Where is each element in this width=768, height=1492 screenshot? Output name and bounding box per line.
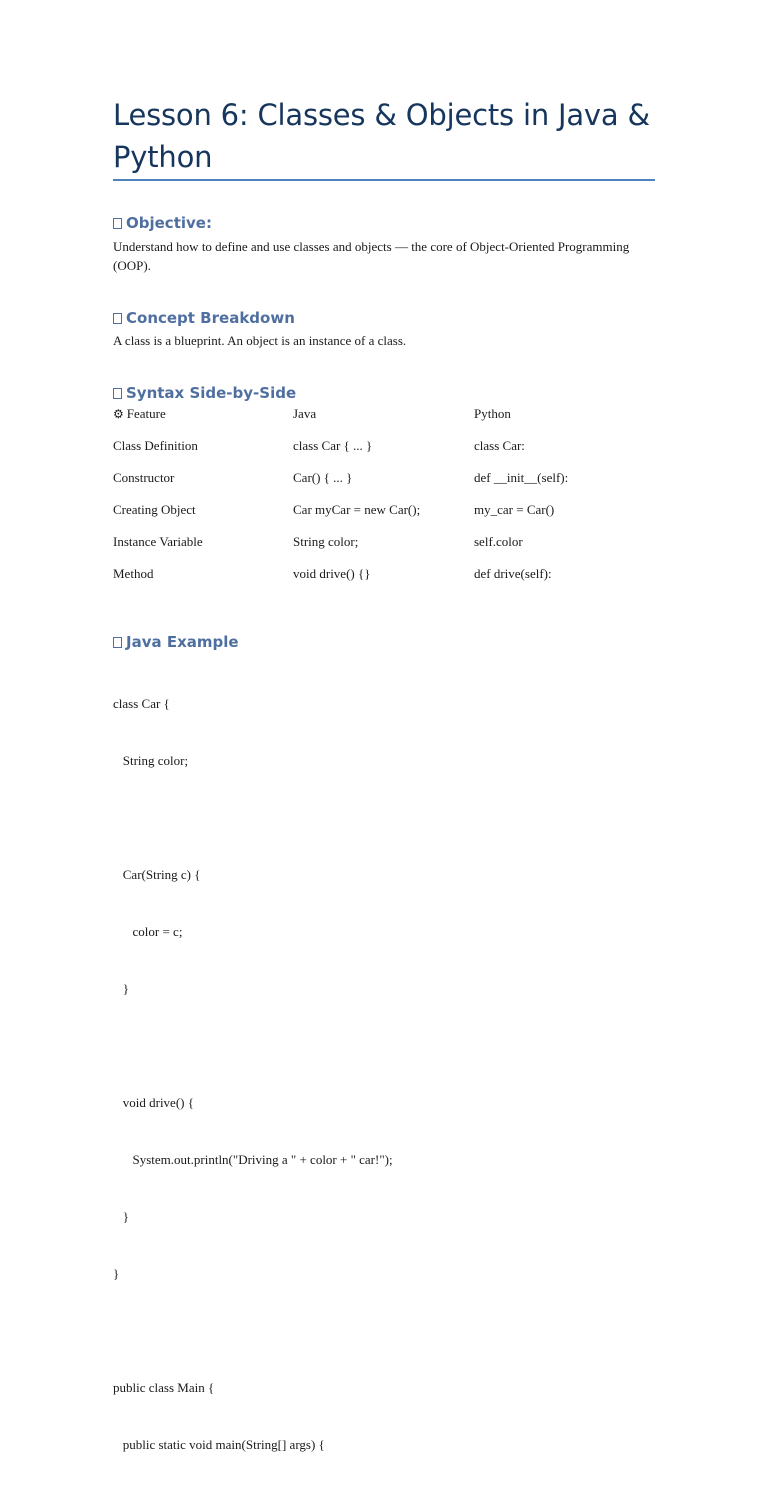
code-line: color = c;	[113, 924, 183, 939]
code-line	[113, 808, 655, 827]
row-java: Car() { ... }	[293, 470, 353, 485]
heading-objective-label: Objective:	[126, 214, 212, 232]
heading-concept-breakdown	[113, 309, 295, 327]
header-feature	[113, 406, 293, 438]
heading-syntax	[113, 384, 296, 402]
header-feature-label: Feature	[126, 406, 166, 421]
code-line: }	[113, 981, 129, 996]
heading-syntax-label: Syntax Side-by-Side	[126, 384, 297, 402]
code-line: public class Main {	[113, 1380, 215, 1395]
java-code-block	[113, 656, 655, 1492]
code-line	[113, 1036, 655, 1055]
row-feature: Method	[113, 566, 154, 581]
code-line: void drive() {	[113, 1095, 194, 1110]
code-line: Car(String c) {	[113, 867, 201, 882]
gear-icon: ⚙	[113, 407, 124, 421]
row-python: self.color	[474, 534, 523, 549]
heading-java-example	[113, 633, 239, 651]
row-java: String color;	[293, 534, 359, 549]
page-title: Lesson 6: Classes & Objects in Java & Python	[113, 98, 650, 174]
table-row	[113, 502, 655, 534]
code-line: public static void main(String[] args) {	[113, 1437, 325, 1452]
row-python: my_car = Car()	[474, 502, 555, 517]
row-python: def drive(self):	[474, 566, 552, 581]
table-row	[113, 566, 655, 598]
missing-glyph-icon	[113, 388, 122, 399]
table-row	[113, 534, 655, 566]
row-feature: Instance Variable	[113, 534, 203, 549]
table-row	[113, 470, 655, 502]
heading-objective	[113, 214, 212, 232]
concept-text: A class is a blueprint. An object is an instance of a class.	[113, 333, 407, 348]
heading-concept-label: Concept Breakdown	[126, 309, 295, 327]
header-python: Python	[474, 406, 511, 421]
row-java: Car myCar = new Car();	[293, 502, 421, 517]
row-feature: Constructor	[113, 470, 175, 485]
code-line: class Car {	[113, 696, 170, 711]
row-java: class Car { ... }	[293, 438, 373, 453]
code-line: }	[113, 1266, 120, 1281]
heading-java-example-label: Java Example	[126, 633, 239, 651]
row-java: void drive() {}	[293, 566, 371, 581]
row-feature: Class Definition	[113, 438, 198, 453]
objective-text: Understand how to define and use classes and objects — the core of Object-Oriented Programming (OOP).	[113, 239, 630, 273]
code-line: String color;	[113, 753, 189, 768]
row-python: class Car:	[474, 438, 525, 453]
code-line	[113, 1321, 655, 1340]
row-feature: Creating Object	[113, 502, 196, 517]
row-python: def __init__(self):	[474, 470, 569, 485]
missing-glyph-icon	[113, 313, 122, 324]
header-java: Java	[293, 406, 317, 421]
code-line: }	[113, 1209, 129, 1224]
table-header-row	[113, 406, 655, 438]
title-underline	[113, 179, 655, 181]
syntax-comparison-table	[113, 406, 655, 598]
table-row	[113, 438, 655, 470]
code-line: System.out.println("Driving a " + color + " car!");	[113, 1152, 393, 1167]
missing-glyph-icon	[113, 637, 122, 648]
missing-glyph-icon	[113, 218, 122, 229]
